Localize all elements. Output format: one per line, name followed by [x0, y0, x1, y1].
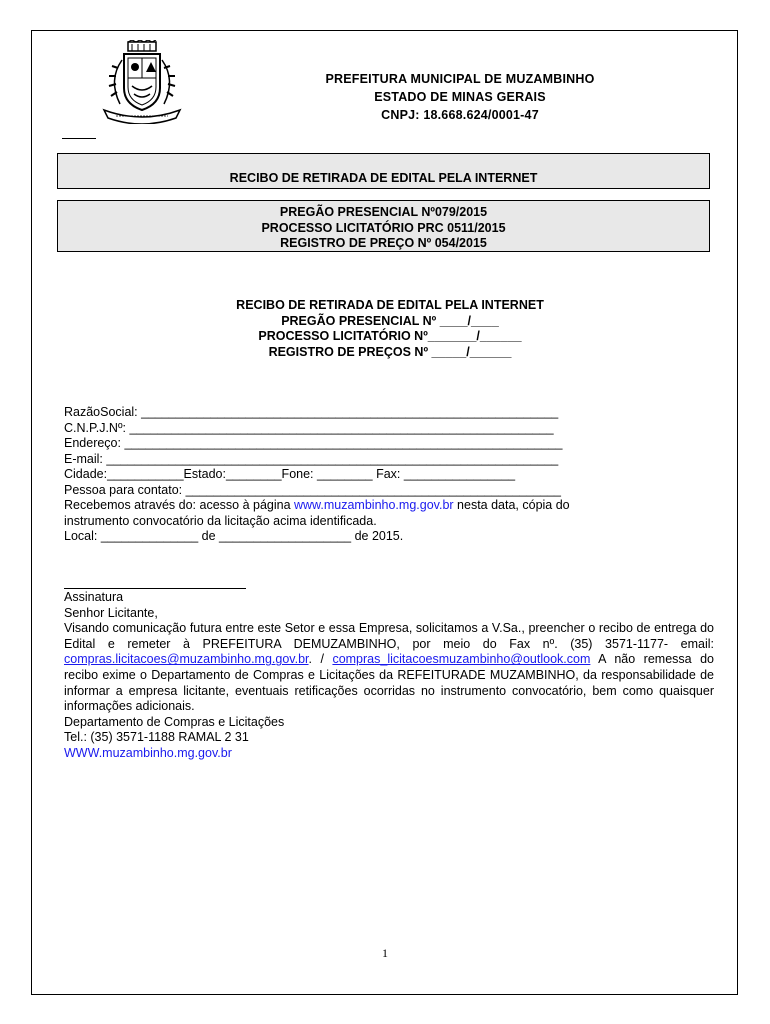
- signature-line: [64, 588, 246, 589]
- page-number: 1: [382, 946, 388, 960]
- local-date-field: Local: ______________ de ___________________ de 2015.: [64, 529, 404, 543]
- razao-social-field: RazãoSocial: ____________________________________________________________: [64, 405, 559, 419]
- endereco-field: Endereço: _______________________________________________________________: [64, 436, 563, 450]
- website-link[interactable]: www.muzambinho.mg.gov.br: [294, 498, 454, 512]
- short-rule: [62, 138, 96, 139]
- form-title: RECIBO DE RETIRADA DE EDITAL PELA INTERNET: [236, 298, 544, 312]
- form-processo-field: PROCESSO LICITATÓRIO Nº_______/______: [258, 329, 522, 343]
- email-field: E-mail: _________________________________________________________________: [64, 451, 559, 466]
- notice-section: [64, 590, 714, 762]
- receipt-form: [64, 405, 714, 545]
- municipal-coat-of-arms-icon: [94, 40, 190, 124]
- cnpj-line: CNPJ: 18.668.624/0001-47: [381, 108, 539, 122]
- receipt-title-box: [57, 153, 710, 189]
- municipality-name: PREFEITURA MUNICIPAL DE MUZAMBINHO: [325, 72, 595, 86]
- department-name: Departamento de Compras e Licitações: [64, 714, 285, 729]
- recebemos-text-end: nesta data, cópia do: [453, 498, 570, 512]
- cidade-estado-fone-fax-field: Cidade:___________Estado:________Fone: ________ Fax: ________________: [64, 467, 516, 481]
- notice-paragraph: [64, 621, 714, 715]
- process-info-box: [57, 200, 710, 252]
- website-footer-link[interactable]: WWW.muzambinho.mg.gov.br: [64, 745, 232, 760]
- receipt-title: RECIBO DE RETIRADA DE EDITAL PELA INTERNET: [229, 171, 538, 185]
- registro-number: REGISTRO DE PREÇO Nº 054/2015: [280, 236, 487, 250]
- greeting: Senhor Licitante,: [64, 605, 158, 620]
- form-registro-field: REGISTRO DE PREÇOS Nº _____/______: [268, 344, 512, 359]
- notice-separator: . /: [308, 652, 333, 667]
- recebemos-line-2: instrumento convocatório da licitação acima identificada.: [64, 513, 377, 528]
- processo-number: PROCESSO LICITATÓRIO PRC 0511/2015: [261, 220, 506, 235]
- notice-text-end: A não remessa do recibo exime o Departamento de Compras e Licitações da REFEITURADE MUZAMBINHO, da responsabilidade de informar a empresa licitante, eventuais retificações ocorridas no instrumento convocatório, bem como quaisquer informações adicionais.: [64, 652, 714, 714]
- email-link-1[interactable]: compras.licitacoes@muzambinho.mg.gov.br: [64, 652, 309, 667]
- state-name: ESTADO DE MINAS GERAIS: [374, 90, 546, 104]
- form-pregao-field: PREGÃO PRESENCIAL Nº ____/____: [281, 313, 499, 328]
- form-heading: [100, 298, 680, 360]
- telephone: Tel.: (35) 3571-1188 RAMAL 2 31: [64, 730, 249, 745]
- notice-text: Visando comunicação futura entre este Setor e essa Empresa, solicitamos a V.Sa., preencher o recibo de entrega do Edital e remeter à PREFEITURA DEMUZAMBINHO, por meio do Fax nº. (35) 3571-1177- email:: [64, 621, 714, 651]
- municipality-header: [250, 70, 670, 124]
- pregao-number: PREGÃO PRESENCIAL Nº079/2015: [279, 205, 488, 219]
- cnpj-field: C.N.P.J.Nº: _____________________________________________________________: [64, 420, 554, 435]
- recebemos-text: Recebemos através do: acesso à página: [64, 498, 294, 512]
- email-link-2[interactable]: compras_licitacoesmuzambinho@outlook.com: [332, 652, 591, 667]
- recebemos-line: [64, 498, 714, 514]
- pessoa-contato-field: Pessoa para contato: ______________________________________________________: [64, 482, 562, 497]
- signature-label: Assinatura: [64, 590, 124, 604]
